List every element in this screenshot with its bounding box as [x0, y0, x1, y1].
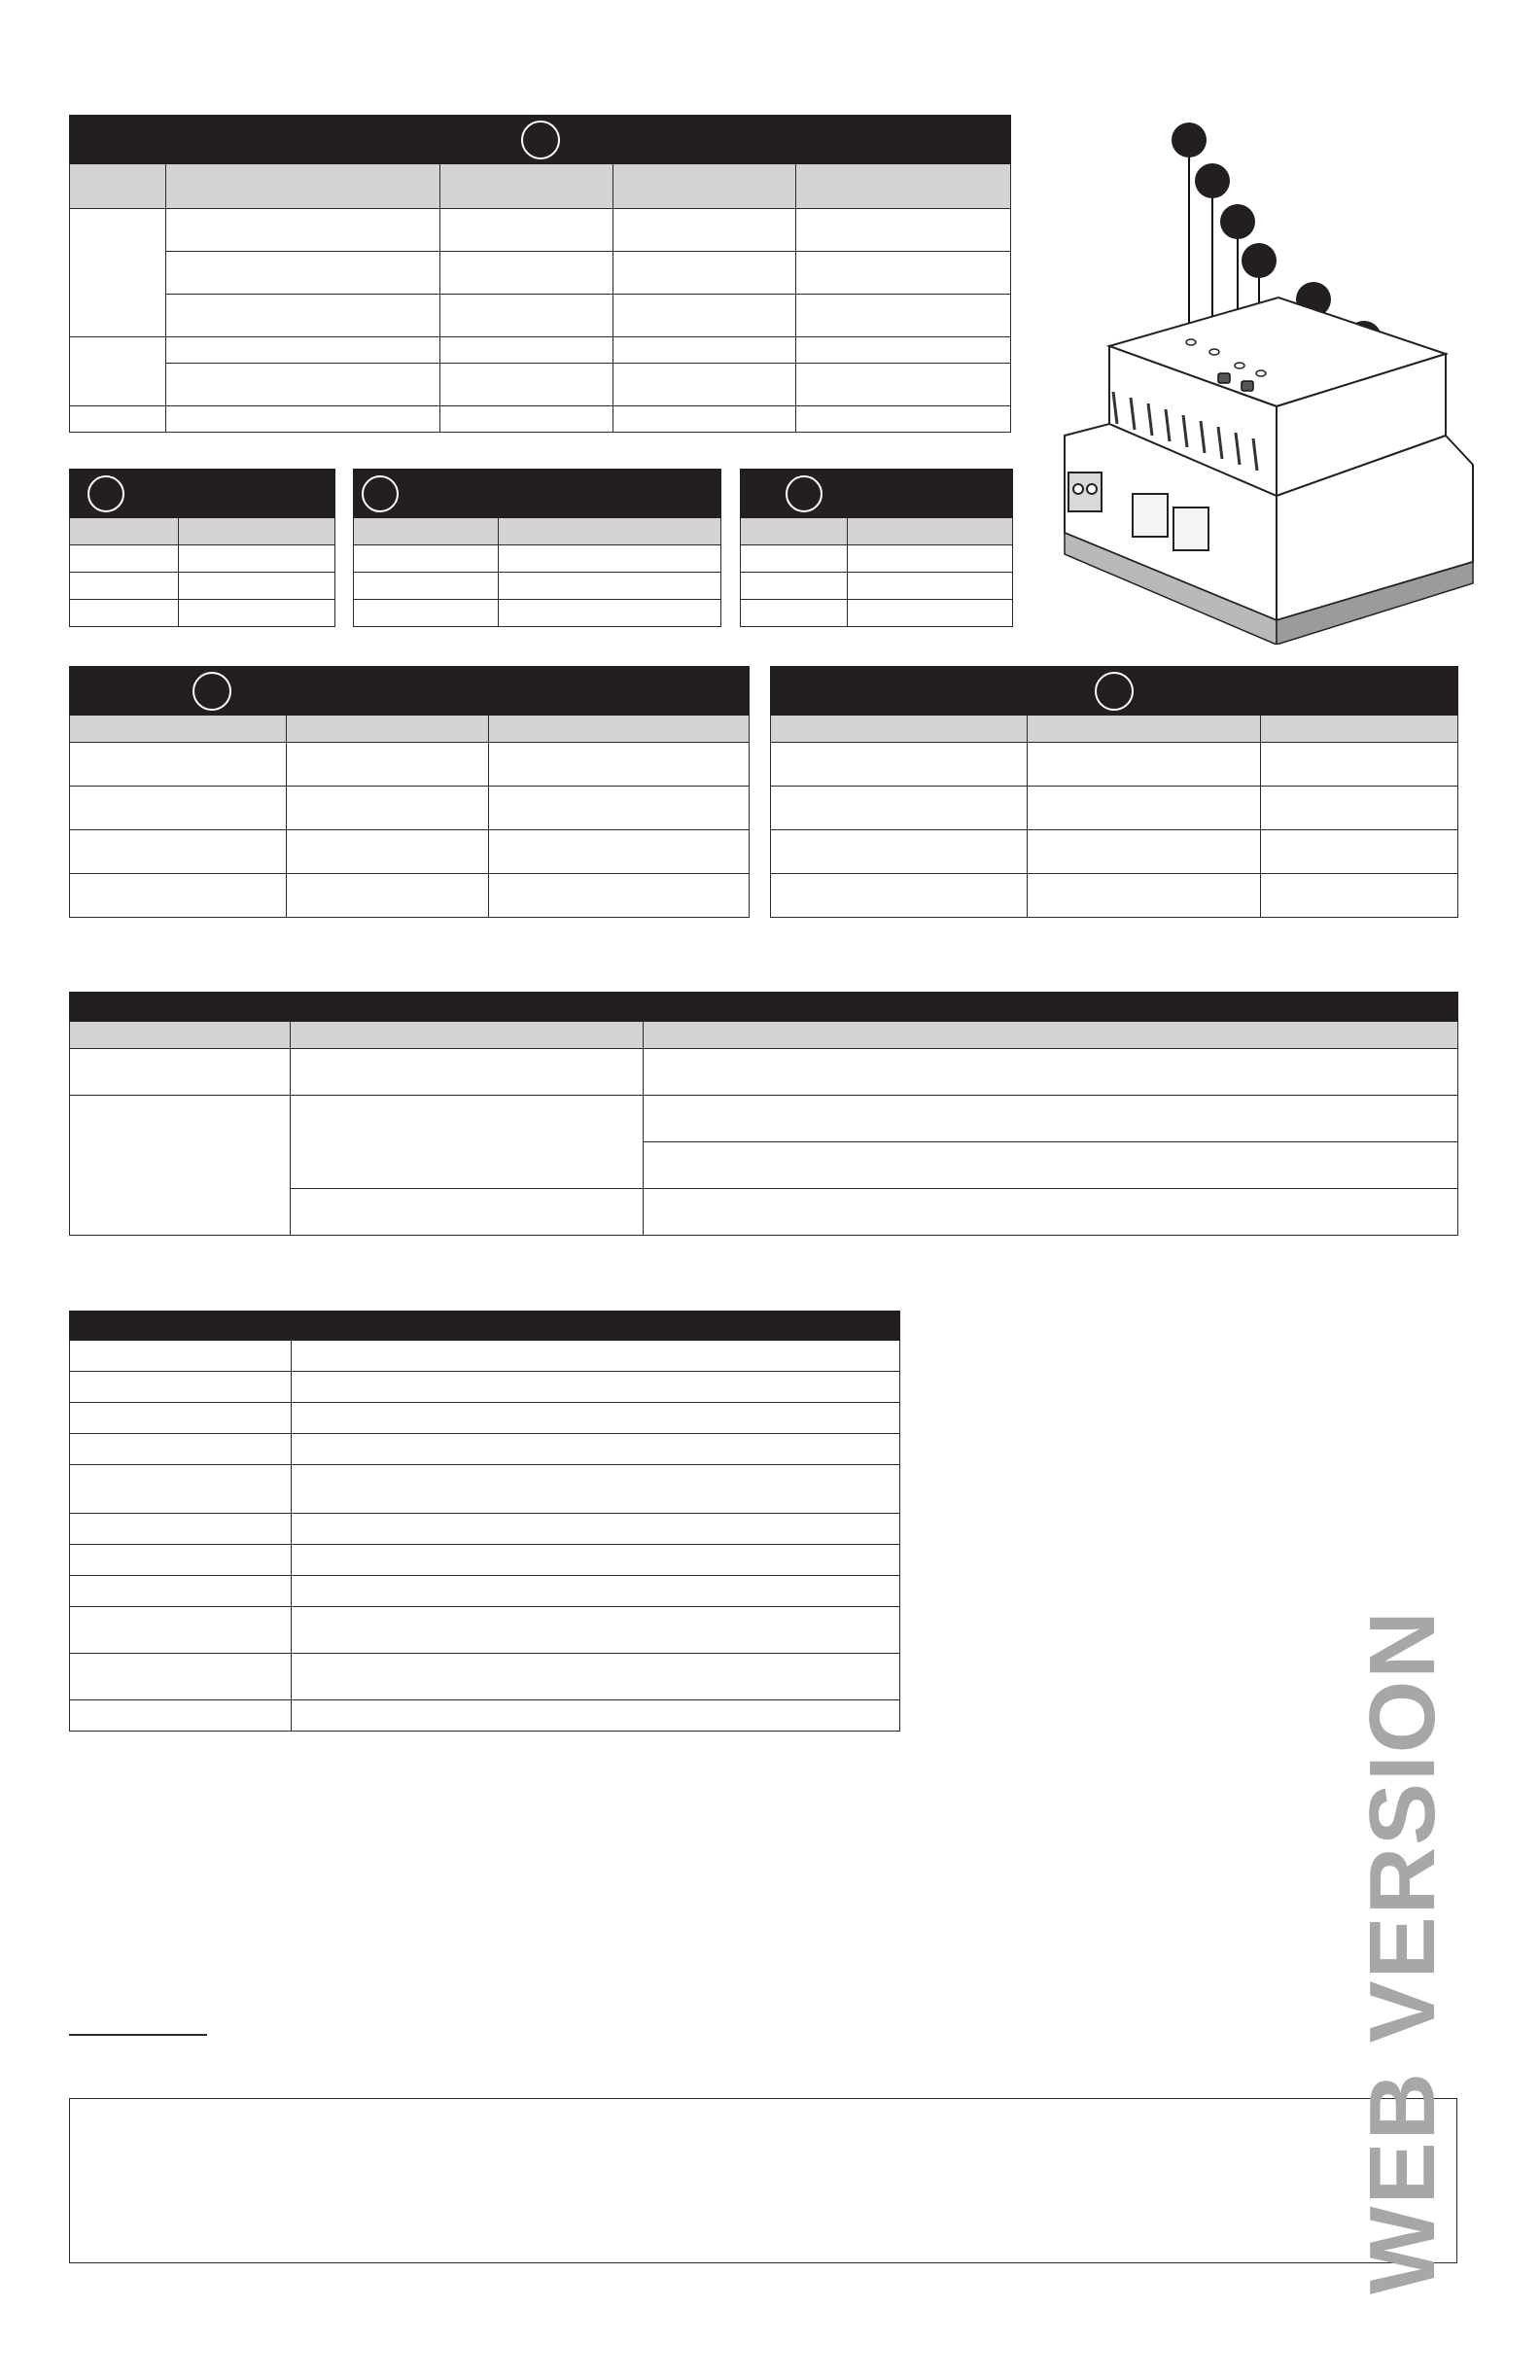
- section-marker-icon: [786, 475, 822, 512]
- table-row: [70, 874, 750, 918]
- notice-box: [69, 2098, 1457, 2263]
- small-table-3-title: [741, 470, 1013, 518]
- table-header: [70, 716, 750, 743]
- small-table-3-title-bar: [741, 470, 1013, 518]
- table-row: [70, 743, 750, 787]
- table-row: [741, 545, 1013, 573]
- header-cell: [613, 164, 796, 209]
- main-table: [69, 115, 1011, 433]
- table-row: [70, 209, 1011, 252]
- section-marker-icon: [1095, 672, 1134, 711]
- header-cell: [70, 164, 166, 209]
- table-row: [741, 600, 1013, 627]
- small-table-1: [69, 469, 335, 627]
- table-row: [70, 600, 335, 627]
- table-row: [771, 787, 1458, 830]
- table-header: [70, 1022, 1458, 1049]
- table-row: [70, 573, 335, 600]
- section-marker-icon: [521, 121, 560, 159]
- table-row: [70, 1049, 1458, 1096]
- mid-right-table: [770, 666, 1458, 918]
- header-cell: [796, 164, 1011, 209]
- table-header: [771, 716, 1458, 743]
- table-row: [354, 573, 721, 600]
- table-row: [70, 337, 1011, 364]
- header-cell: [440, 164, 613, 209]
- table-row: [70, 1341, 900, 1372]
- table-row: [70, 1654, 900, 1700]
- wide-table: [69, 992, 1458, 1236]
- table-row: [70, 1096, 1458, 1142]
- specs-table-title: [70, 1312, 900, 1341]
- table-row: [70, 1514, 900, 1545]
- small-table-1-title-bar: [70, 470, 335, 518]
- main-table-title: [70, 116, 1011, 164]
- small-table-1-title: [70, 470, 335, 518]
- group-cell: [70, 209, 166, 337]
- small-table-2-title: [354, 470, 721, 518]
- table-header: [741, 518, 1013, 545]
- table-header: [70, 518, 335, 545]
- main-table-title-bar: [70, 116, 1011, 164]
- table-row: [70, 545, 335, 573]
- table-header: [354, 518, 721, 545]
- web-version-watermark: WEB VERSION: [1350, 1609, 1454, 2294]
- din-rail-module-illustration: [1055, 115, 1478, 645]
- table-row: [70, 1372, 900, 1403]
- table-row: [70, 787, 750, 830]
- wide-table-title: [70, 993, 1458, 1022]
- mid-right-table-title-bar: [771, 667, 1458, 716]
- small-table-3: [740, 469, 1013, 627]
- section-marker-icon: [362, 475, 399, 512]
- main-table-header: [70, 164, 1011, 209]
- specs-table-title-bar: [70, 1312, 900, 1341]
- notice-text: [70, 2099, 1456, 2122]
- specs-table: [69, 1311, 900, 1732]
- table-row: [70, 1545, 900, 1576]
- table-row: [771, 743, 1458, 787]
- table-row: [354, 600, 721, 627]
- table-row: [70, 830, 750, 874]
- table-row: [70, 1700, 900, 1732]
- table-row: [70, 1434, 900, 1465]
- mid-right-table-title: [771, 667, 1458, 716]
- section-marker-icon: [192, 672, 231, 711]
- header-cell: [166, 164, 440, 209]
- terminal-block: [1068, 472, 1102, 511]
- table-row: [354, 545, 721, 573]
- table-row: [70, 406, 1011, 433]
- table-row: [70, 1465, 900, 1514]
- callout-marker-icon: [1220, 204, 1255, 239]
- table-row: [70, 1403, 900, 1434]
- table-row: [70, 252, 1011, 295]
- group-cell: [70, 337, 166, 406]
- table-row: [771, 830, 1458, 874]
- table-row: [70, 364, 1011, 406]
- mid-left-table-title-bar: [70, 667, 750, 716]
- table-row: [70, 1576, 900, 1607]
- table-row: [741, 573, 1013, 600]
- table-row: [771, 874, 1458, 918]
- callout-marker-icon: [1172, 122, 1207, 158]
- small-table-2-title-bar: [354, 470, 721, 518]
- table-row: [70, 1607, 900, 1654]
- footnote-rule: [69, 2034, 207, 2036]
- small-table-2: [353, 469, 721, 627]
- callout-marker-icon: [1242, 243, 1277, 278]
- section-marker-icon: [88, 475, 124, 512]
- callout-marker-icon: [1195, 163, 1230, 198]
- mid-left-table-title: [70, 667, 750, 716]
- wide-table-title-bar: [70, 993, 1458, 1022]
- table-row: [70, 295, 1011, 337]
- mid-left-table: [69, 666, 750, 918]
